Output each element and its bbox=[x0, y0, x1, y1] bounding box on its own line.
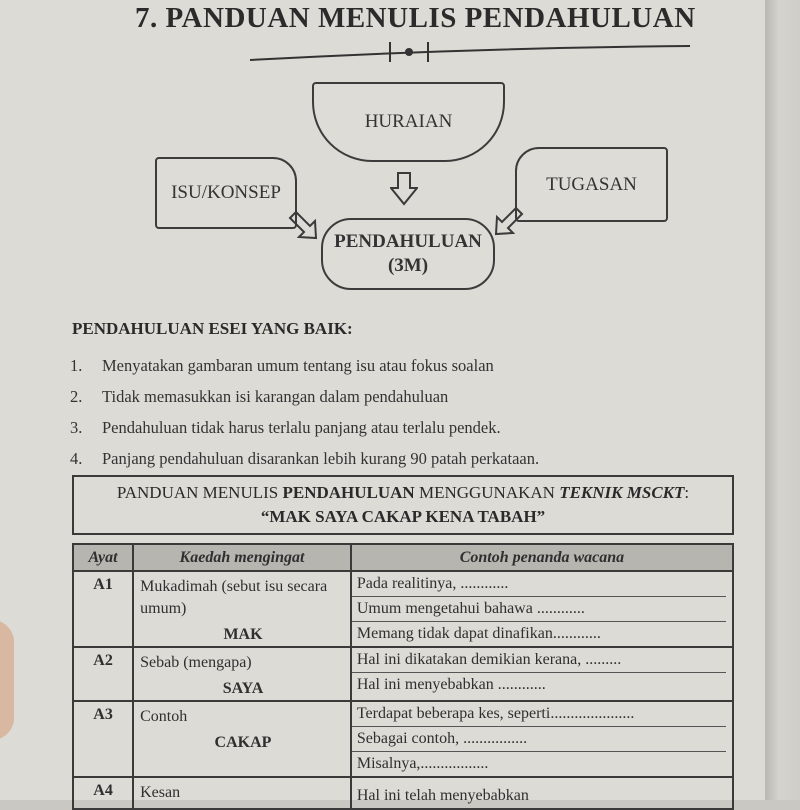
list-text: Menyatakan gambaran umum tentang isu atau fokus soalan bbox=[102, 356, 494, 375]
list-item bbox=[70, 445, 539, 476]
list-text: Pendahuluan tidak harus terlalu panjang atau terlalu pendek. bbox=[102, 418, 501, 437]
diagram-isu-konsep: ISU/KONSEP bbox=[155, 157, 297, 229]
contoh-line: Hal ini menyebabkan ............ bbox=[356, 676, 546, 693]
table-row bbox=[73, 647, 733, 701]
list-text: Panjang pendahuluan disarankan lebih kurang 90 patah perkataan. bbox=[102, 449, 540, 468]
good-intro-heading: PENDAHULUAN ESEI YANG BAIK: bbox=[72, 319, 353, 338]
mnemonic-part: PANDUAN MENULIS bbox=[116, 483, 283, 502]
kaedah-key: SAYA bbox=[222, 680, 264, 697]
table-row bbox=[73, 701, 733, 777]
diagram-3m-label: (3M) bbox=[387, 255, 429, 276]
kaedah-key: MAK bbox=[223, 626, 263, 643]
ayat-cell: A4 bbox=[73, 777, 133, 809]
contoh-line: Hal ini dikatakan demikian kerana, ......... bbox=[352, 648, 726, 673]
ayat-cell: A1 bbox=[73, 571, 133, 647]
contoh-line: Hal ini telah menyebabkan bbox=[356, 787, 529, 804]
contoh-cell bbox=[351, 571, 733, 647]
list-number: 3. bbox=[70, 418, 83, 437]
contoh-line: Misalnya,................. bbox=[356, 755, 489, 772]
table-header-row bbox=[73, 544, 733, 571]
list-number: 1. bbox=[70, 356, 83, 375]
kaedah-cell bbox=[133, 701, 351, 777]
title-divider bbox=[250, 38, 690, 68]
mnemonic-part: TEKNIK MSCKT bbox=[559, 483, 685, 502]
diagram-huraian: HURAIAN bbox=[312, 82, 505, 162]
mnemonic-line2: “MAK SAYA CAKAP KENA TABAH” bbox=[260, 507, 546, 526]
mnemonic-part: MENGGUNAKAN bbox=[414, 483, 560, 502]
contoh-cell bbox=[351, 701, 733, 777]
list-text: Tidak memasukkan isi karangan dalam pendahuluan bbox=[102, 387, 449, 406]
list-number: 4. bbox=[70, 449, 83, 468]
ayat-cell: A3 bbox=[73, 701, 133, 777]
mnemonic-table bbox=[72, 543, 734, 810]
table-row bbox=[73, 571, 733, 647]
kaedah-cell bbox=[133, 777, 351, 809]
mnemonic-box bbox=[72, 475, 734, 535]
list-item bbox=[70, 352, 539, 383]
arrow-diagonal-right-icon bbox=[288, 210, 320, 242]
thumb bbox=[0, 620, 14, 740]
header-contoh: Contoh penanda wacana bbox=[351, 544, 733, 571]
book-page-edge bbox=[765, 0, 800, 800]
good-intro-list bbox=[70, 352, 539, 476]
contoh-cell bbox=[351, 777, 733, 809]
contoh-cell bbox=[351, 647, 733, 701]
table-row bbox=[73, 777, 733, 809]
list-item bbox=[70, 383, 539, 414]
arrow-down-icon bbox=[390, 172, 418, 206]
diagram-tugasan: TUGASAN bbox=[515, 147, 668, 222]
kaedah-cell bbox=[133, 647, 351, 701]
kaedah-cell bbox=[133, 571, 351, 647]
kaedah-text: Sebab (mengapa) bbox=[140, 654, 252, 671]
kaedah-text: Kesan bbox=[140, 784, 181, 801]
page-title: 7. PANDUAN MENULIS PENDAHULUAN bbox=[135, 2, 696, 34]
ayat-cell: A2 bbox=[73, 647, 133, 701]
mnemonic-part: : bbox=[684, 483, 690, 502]
kaedah-text: Mukadimah (sebut isu secara umum) bbox=[140, 578, 328, 617]
contoh-line: Memang tidak dapat dinafikan............ bbox=[356, 625, 601, 642]
arrow-diagonal-left-icon bbox=[492, 206, 524, 238]
mnemonic-line1 bbox=[74, 481, 732, 505]
contoh-line: Umum mengetahui bahawa ............ bbox=[352, 597, 726, 622]
list-number: 2. bbox=[70, 387, 83, 406]
header-kaedah: Kaedah mengingat bbox=[133, 544, 351, 571]
contoh-line: Terdapat beberapa kes, seperti..................... bbox=[352, 702, 726, 727]
diagram-pendahuluan bbox=[321, 218, 495, 290]
mnemonic-part: PENDAHULUAN bbox=[282, 483, 415, 502]
header-ayat: Ayat bbox=[73, 544, 133, 571]
contoh-line: Sebagai contoh, ................ bbox=[352, 727, 726, 752]
list-item bbox=[70, 414, 539, 445]
diagram-pendahuluan-label: PENDAHULUAN bbox=[334, 231, 482, 252]
kaedah-text: Contoh bbox=[140, 708, 188, 725]
contoh-line: Pada realitinya, ............ bbox=[352, 572, 726, 597]
kaedah-key: CAKAP bbox=[214, 734, 272, 751]
